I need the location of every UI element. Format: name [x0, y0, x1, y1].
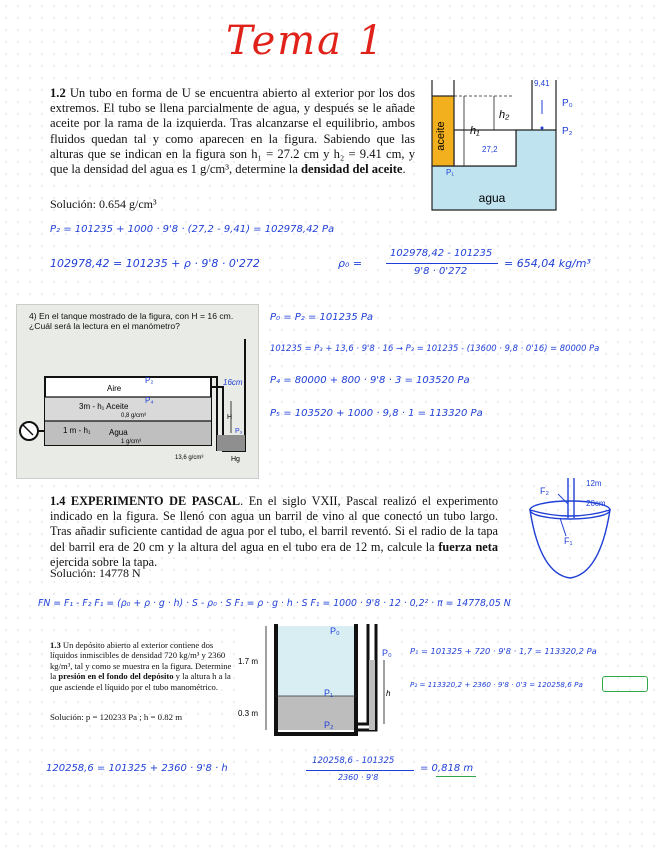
h12-note: 12m	[586, 479, 602, 488]
problem-1-4-text: 1.4 EXPERIMENTO DE PASCAL. En el siglo VXII, Pascal realizó el experimento indicado en la figura. Se llenó con agua un barril de vino al que conectó un tubo largo. Tras añadir suficiente cantidad de agua por el tubo, el barril reventó. Si el radio de la tapa del barril era de 20 cm y la altura del agua en el tubo era de 12 m, calcule la fuerza neta ejercida sobre la tapa.	[50, 494, 499, 569]
work-4-line-3: P₄ = 80000 + 800 · 9'8 · 3 = 103520 Pa	[270, 375, 470, 386]
h272-note: 27,2	[482, 145, 498, 154]
work-1-3-numerator: 120258,6 - 101325	[312, 756, 395, 766]
solution-1-4: Solución: 14778 N	[50, 566, 141, 580]
p3-note-4: P₃	[235, 428, 243, 435]
work-1-3-line-3: 120258,6 = 101325 + 2360 · 9'8 · h	[46, 763, 228, 774]
m03-label: 0.3 m	[238, 709, 259, 718]
problem-number: 1.2	[50, 86, 66, 100]
h2-label: h₂	[499, 109, 510, 121]
water-density-label: 1 g/cm³	[121, 439, 142, 445]
work-1-3-denominator: 2360 · 9'8	[338, 773, 379, 782]
work-4-line-4: P₅ = 103520 + 1000 · 9,8 · 1 = 113320 Pa	[270, 408, 483, 419]
tank-figure	[17, 339, 258, 477]
work-1-2-denominator: 9'8 · 0'272	[414, 266, 468, 277]
problem-heading: 1.4 EXPERIMENTO DE PASCAL	[50, 494, 241, 508]
highlight-1-3-result	[436, 776, 476, 777]
water-height-label: 1 m - h₁	[63, 426, 91, 435]
problem-1-2-text: 1.2 Un tubo en forma de U se encuentra abierto al exterior por los dos extremos. El tubo se llena parcialmente de agua, y después se le añade aceite por la rama de la izquierda. Tras alcanzarse el equilibrio, ambos fluidos quedan tal y como aparecen en la figura. Sabiendo que las alturas que se indican en la figura son h₁ = 27.2 cm y h₂ = 9.41 cm, y que la densidad del agua es 1 g/cm³, determine la densidad del aceite.	[50, 86, 415, 177]
f2-note: F₂	[540, 486, 549, 496]
h1-label: h₁	[470, 125, 480, 137]
p2-note-4: P₂	[145, 376, 154, 385]
p2-note-1-3: P₂	[324, 720, 334, 730]
work-1-3-line-2: P₂ = 113320,2 + 2360 · 9'8 · 0'3 = 120258,6 Pa	[410, 680, 583, 689]
h-label-1-3: h	[386, 689, 391, 698]
p2-note: P₂	[562, 126, 573, 137]
problem-target: densidad del aceite	[301, 162, 403, 177]
highlight-1-3-p2	[602, 676, 648, 692]
problem-statement: Un tubo en forma de U se encuentra abierto al exterior por los dos extremos. El tubo se llena parcialmente de agua, y después se le añade aceite por la rama de la izquierda. Tras alcanzarse el equilibrio, ambos fluidos quedan tal y como aparecen en la figura. Sabiendo que las alturas que se indican en la figura son h₁ = 27.2 cm y h₂ = 9.41 cm, y que la densidad del agua es 1 g/cm³, determine la	[50, 86, 415, 177]
m17-label: 1.7 m	[238, 657, 259, 666]
p1-note-1-3: P₁	[324, 688, 334, 698]
p1-note: P₁	[446, 168, 455, 177]
deposit-figure	[238, 620, 398, 744]
u-tube-figure	[424, 80, 574, 212]
air-label: Aire	[107, 384, 122, 393]
p0-side-note: P₀	[382, 648, 392, 658]
water-label: agua	[478, 191, 506, 205]
p4-note-4: P₄	[145, 396, 154, 405]
oil-label: aceite	[435, 121, 447, 151]
work-4-line-2: 101235 = P₃ + 13,6 · 9'8 · 16 → P₃ = 101235 - (13600 · 9,8 · 0'16) = 80000 Pa	[270, 343, 600, 353]
problem-4-photo	[16, 304, 259, 479]
barrel-sketch	[520, 478, 620, 582]
solution-1-2: Solución: 0.654 g/cm³	[50, 197, 157, 211]
h16-note: 16cm	[223, 378, 243, 387]
work-1-3-result: = 0,818 m	[420, 763, 474, 774]
problem-number: 1.3	[50, 640, 61, 650]
work-4-line-1: P₀ = P₂ = 101235 Pa	[270, 312, 374, 323]
page-title: Tema 1	[226, 18, 386, 64]
water-label-4: Agua	[109, 428, 128, 437]
oil-density-label: 0,8 g/cm³	[121, 413, 147, 419]
work-1-2-line-1: P₂ = 101235 + 1000 · 9'8 · (27,2 - 9,41) = 102978,42 Pa	[50, 224, 335, 235]
p0-top-note: P₀	[330, 626, 340, 636]
work-1-3-line-1: P₁ = 101325 + 720 · 9'8 · 1,7 = 113320,2 Pa	[410, 646, 597, 656]
hg-label: Hg	[231, 456, 240, 463]
work-1-2-rho: ρ₀ =	[338, 257, 363, 270]
problem-target: fuerza neta	[438, 539, 499, 554]
hg-density-label: 13,6 g/cm³	[175, 455, 204, 461]
problem-4-text: 4) En el tanque mostrado de la figura, con H = 16 cm. ¿Cuál será la lectura en el manómetro?	[29, 311, 234, 332]
work-1-4: FN = F₁ - F₂ F₁ = (ρ₀ + ρ · g · h) · S - ρ₀ · S F₁ = ρ · g · h · S F₁ = 1000 · 9'8 · 12 · 0,2² · π = 14778,05 N	[38, 598, 511, 609]
p0-note: P₀	[562, 98, 573, 109]
solution-1-3: Solución: p = 120233 Pa ; h = 0.82 m	[50, 712, 183, 722]
r20-note: 20cm	[586, 499, 606, 508]
oil-height-label: 3m - h₁ Aceite	[79, 402, 129, 411]
work-1-2-numerator: 102978,42 - 101235	[390, 248, 493, 259]
h941-note: 9,41	[534, 80, 550, 88]
problem-target: presión en el fondo del depósito	[58, 671, 174, 682]
f1-note: F₁	[564, 536, 573, 546]
problem-1-3-text: 1.3 Un depósito abierto al exterior contiene dos líquidos inmiscibles de densidad 720 kg/m³ y 2360 kg/m³, tal y como se muestra en la figura. Determine la presión en el fondo del depósito y la altura h a la que asciende el líquido por el tubo manométrico.	[50, 640, 232, 692]
work-1-2-line-2: 102978,42 = 101235 + ρ · 9'8 · 0'272	[50, 257, 260, 270]
H-label: H	[227, 414, 233, 421]
work-1-2-result: = 654,04 kg/m³	[504, 257, 591, 270]
